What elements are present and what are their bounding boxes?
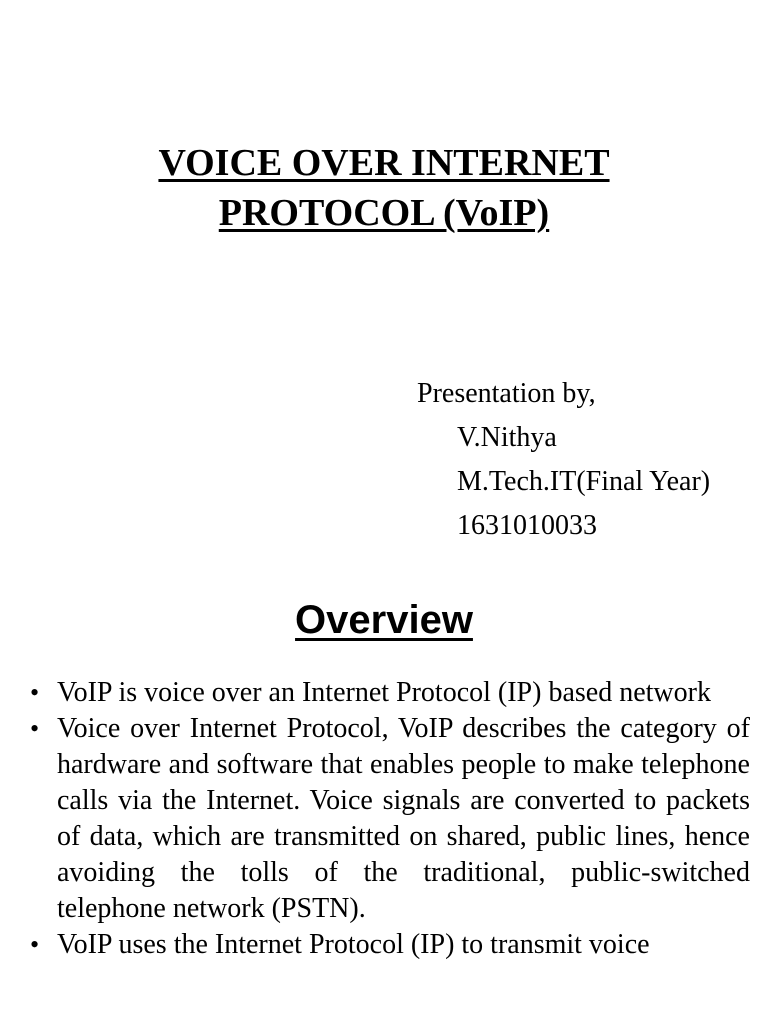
- overview-title: Overview: [295, 598, 473, 642]
- presented-by-label: Presentation by,: [417, 378, 596, 409]
- bullet-item: • VoIP is voice over an Internet Protocol (IP) based network: [57, 675, 750, 711]
- presentation-title: [0, 138, 768, 238]
- title-line-1: VOICE OVER INTERNET: [158, 142, 610, 184]
- presenter-degree: M.Tech.IT(Final Year): [457, 466, 711, 497]
- presenter-name: V.Nithya: [457, 422, 557, 453]
- bullet-item: • VoIP uses the Internet Protocol (IP) to transmit voice: [57, 927, 750, 963]
- bullet-item: • Voice over Internet Protocol, VoIP describes the category of hardware and software that enables people to make telephone calls via the Internet. Voice signals are converted to packets of data, which are transmitted on shared, public lines, hence avoiding the tolls of the traditional, public-switched telephone network (PSTN).: [57, 711, 750, 927]
- presenter-info: [417, 372, 710, 548]
- overview-bullet-list: [57, 675, 750, 963]
- title-line-2: PROTOCOL (VoIP): [218, 192, 550, 234]
- presenter-roll-number: 1631010033: [457, 510, 597, 541]
- overview-slide: [0, 580, 768, 1024]
